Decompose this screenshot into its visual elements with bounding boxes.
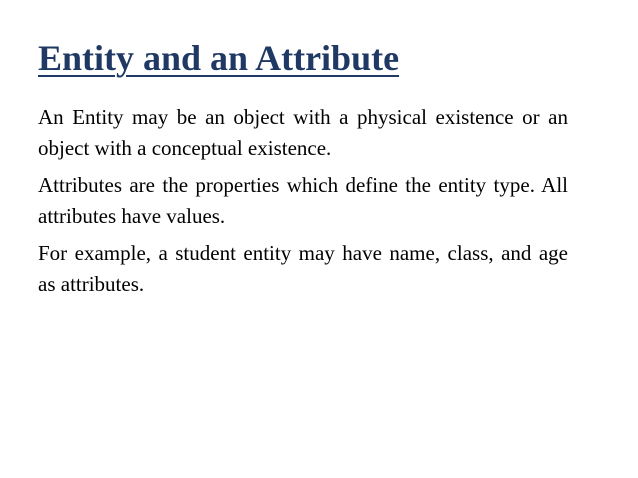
paragraph-example: For example, a student entity may have name, class, and age as attributes. — [38, 241, 568, 296]
paragraph-entity-definition: An Entity may be an object with a physical existence or an object with a conceptual existence. — [38, 105, 568, 160]
paragraph-attribute-definition: Attributes are the properties which define the entity type. All attributes have values. — [38, 173, 568, 228]
slide-body — [38, 102, 568, 306]
slide-title: Entity and an Attribute — [38, 38, 400, 78]
